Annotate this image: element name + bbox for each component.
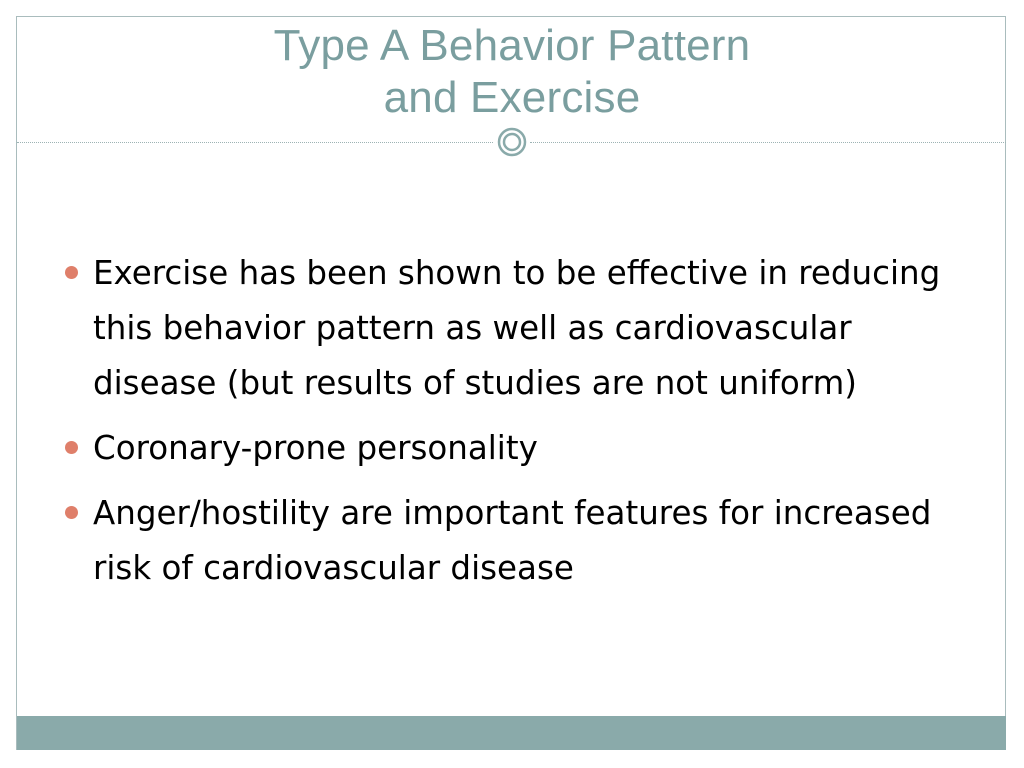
bullet-item: [62, 421, 942, 476]
dot-bullet-icon: [65, 506, 78, 519]
double-circle-icon: [496, 126, 528, 158]
title-divider-right: [530, 142, 1006, 143]
bullet-list: [62, 246, 942, 606]
footer-bar: [17, 716, 1006, 750]
bullet-item: [62, 486, 942, 596]
bullet-text: Anger/hostility are important features for increased risk of cardiovascular disease: [93, 494, 932, 587]
title-divider-left: [17, 142, 493, 143]
dot-bullet-icon: [65, 441, 78, 454]
slide-title: [17, 20, 1007, 124]
bullet-text: Exercise has been shown to be effective in reducing this behavior pattern as well as cardiovascular disease (but results of studies are not uniform): [93, 254, 941, 402]
title-line-1: Type A Behavior Pattern: [273, 21, 751, 70]
title-line-2: and Exercise: [383, 73, 641, 122]
dot-bullet-icon: [65, 266, 78, 279]
bullet-item: [62, 246, 942, 411]
bullet-text: Coronary-prone personality: [93, 429, 538, 467]
